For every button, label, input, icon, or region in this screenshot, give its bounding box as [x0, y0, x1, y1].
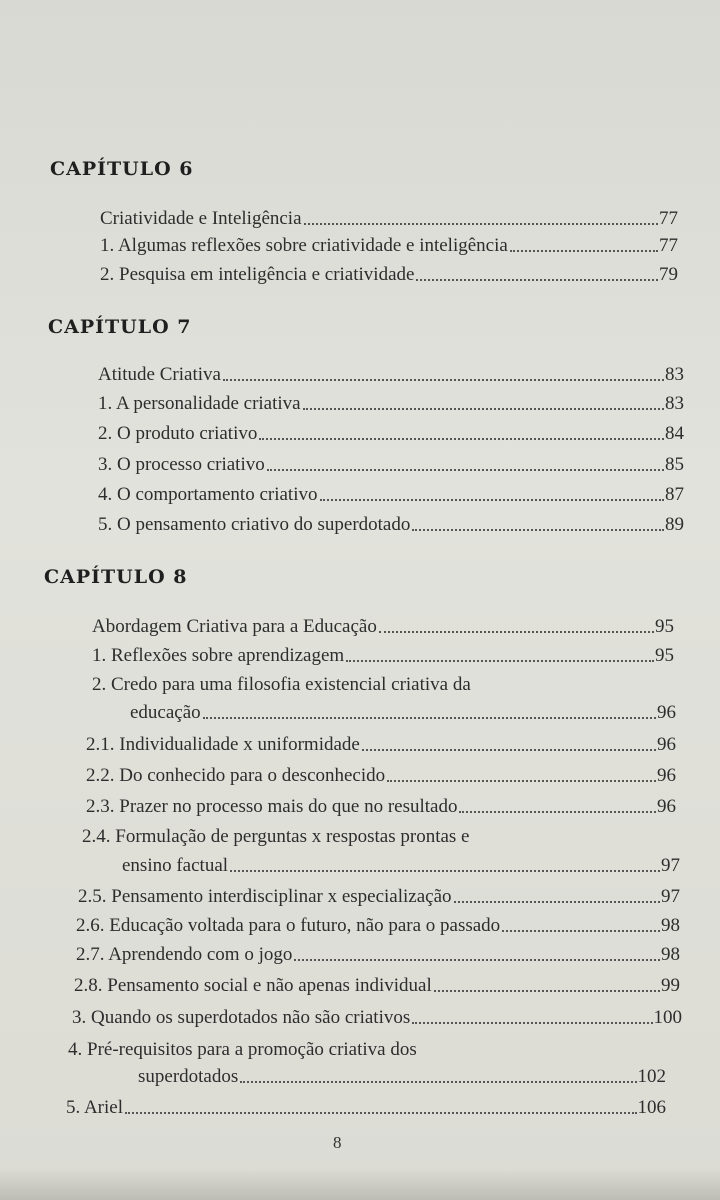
toc-entry-title: 2.4. Formulação de perguntas x respostas prontas e — [82, 826, 470, 847]
leader-dots — [362, 749, 656, 751]
leader-dots — [294, 959, 660, 961]
toc-entry-page: 95 — [655, 645, 674, 666]
leader-dots — [320, 499, 665, 501]
toc-entry-title: 1. Reflexões sobre aprendizagem — [92, 645, 345, 666]
toc-entry-page: 99 — [661, 975, 680, 996]
toc-entry — [74, 975, 680, 997]
toc-entry — [98, 364, 684, 386]
leader-dots — [203, 717, 656, 719]
toc-entry — [66, 1097, 666, 1119]
toc-entry-title: 4. O comportamento criativo — [98, 484, 318, 505]
toc-entry — [76, 915, 680, 937]
leader-dots — [412, 529, 664, 531]
toc-entry-title: 2.8. Pensamento social e não apenas individual — [74, 975, 432, 996]
toc-entry-title: Atitude Criativa — [98, 364, 221, 385]
page-shadow — [0, 1168, 720, 1200]
toc-entry-title: 2.5. Pensamento interdisciplinar x especialização — [78, 886, 452, 907]
toc-entry-page: 95 — [655, 616, 674, 637]
toc-entry — [92, 616, 674, 638]
leader-dots — [387, 780, 656, 782]
toc-entry — [92, 645, 674, 667]
leader-dots — [346, 660, 654, 662]
leader-dots — [502, 930, 660, 932]
toc-entry — [86, 796, 676, 818]
leader-dots — [510, 250, 658, 252]
toc-entry — [98, 514, 684, 536]
leader-dots — [459, 811, 656, 813]
leader-dots — [259, 438, 664, 440]
toc-entry — [122, 855, 680, 877]
toc-entry-page: 89 — [665, 514, 684, 535]
toc-entry-title: 2. Pesquisa em inteligência e criatividade — [100, 264, 415, 285]
toc-entry — [76, 944, 680, 966]
toc-entry-page: 85 — [665, 454, 684, 475]
toc-entry-title: 5. O pensamento criativo do superdotado — [98, 514, 411, 535]
leader-dots — [223, 379, 664, 381]
toc-entry-title: 4. Pré-requisitos para a promoção criativa dos — [68, 1039, 417, 1060]
chapter-8-heading: CAPÍTULO 8 — [44, 566, 188, 588]
toc-entry-page: 96 — [657, 796, 676, 817]
toc-entry-title: 2.1. Individualidade x uniformidade — [86, 734, 360, 755]
toc-entry — [138, 1066, 666, 1088]
toc-entry-title: 5. Ariel — [66, 1097, 123, 1118]
leader-dots — [412, 1022, 652, 1024]
toc-entry — [130, 702, 676, 724]
toc-entry — [86, 734, 676, 756]
toc-entry-title: 2.7. Aprendendo com o jogo — [76, 944, 293, 965]
toc-entry-title-continued: superdotados — [138, 1066, 239, 1087]
toc-entry — [98, 393, 684, 415]
toc-entry-title: 2. Credo para uma filosofia existencial criativa da — [92, 674, 471, 695]
toc-entry-title: 2.6. Educação voltada para o futuro, não para o passado — [76, 915, 501, 936]
toc-entry-title: Abordagem Criativa para a Educação — [92, 616, 377, 637]
toc-entry-page: 83 — [665, 393, 684, 414]
toc-entry-page: 102 — [637, 1066, 666, 1087]
chapter-7-heading: CAPÍTULO 7 — [48, 316, 192, 338]
toc-entry — [98, 484, 684, 506]
toc-entry-page: 77 — [659, 208, 678, 229]
page-number: 8 — [333, 1133, 342, 1152]
toc-entry — [100, 264, 678, 286]
leader-dots — [304, 223, 658, 225]
toc-entry-page: 83 — [665, 364, 684, 385]
toc-entry-title: 3. Quando os superdotados não são criativos — [72, 1007, 411, 1028]
toc-entry-page: 98 — [661, 944, 680, 965]
toc-entry — [98, 423, 684, 445]
toc-entry-page: 79 — [659, 264, 678, 285]
toc-entry-title-continued: ensino factual — [122, 855, 229, 876]
toc-entry-title-continued: educação — [130, 702, 201, 723]
toc-entry-title: 2.2. Do conhecido para o desconhecido — [86, 765, 386, 786]
leader-dots — [434, 990, 660, 992]
leader-dots — [416, 279, 658, 281]
toc-entry-page: 98 — [661, 915, 680, 936]
leader-dots — [230, 870, 660, 872]
toc-entry-title: 1. A personalidade criativa — [98, 393, 301, 414]
toc-entry-page: 96 — [657, 765, 676, 786]
leader-dots — [454, 901, 660, 903]
toc-entry-page: 100 — [653, 1007, 682, 1028]
toc-entry — [98, 454, 684, 476]
toc-entry-page: 87 — [665, 484, 684, 505]
toc-entry — [72, 1007, 682, 1029]
chapter-6-heading: CAPÍTULO 6 — [50, 158, 194, 180]
leader-dots — [267, 469, 664, 471]
toc-entry — [86, 765, 676, 787]
toc-entry — [78, 886, 680, 908]
leader-dots — [125, 1112, 637, 1114]
toc-entry-page: 96 — [657, 702, 676, 723]
toc-entry-title: 2. O produto criativo — [98, 423, 258, 444]
toc-entry — [100, 208, 678, 230]
toc-entry-title: 1. Algumas reflexões sobre criatividade e inteligência — [100, 235, 508, 256]
leader-dots — [240, 1081, 636, 1083]
toc-entry-title: 3. O processo criativo — [98, 454, 265, 475]
toc-entry-page: 96 — [657, 734, 676, 755]
toc-entry-page: 97 — [661, 855, 680, 876]
toc-entry-page: 97 — [661, 886, 680, 907]
toc-entry-title: Criatividade e Inteligência — [100, 208, 302, 229]
leader-dots — [379, 631, 654, 633]
toc-entry-page: 84 — [665, 423, 684, 444]
toc-entry-page: 77 — [659, 235, 678, 256]
toc-entry-page: 106 — [637, 1097, 666, 1118]
leader-dots — [303, 408, 664, 410]
toc-entry — [100, 235, 678, 257]
toc-entry-title: 2.3. Prazer no processo mais do que no resultado — [86, 796, 458, 817]
